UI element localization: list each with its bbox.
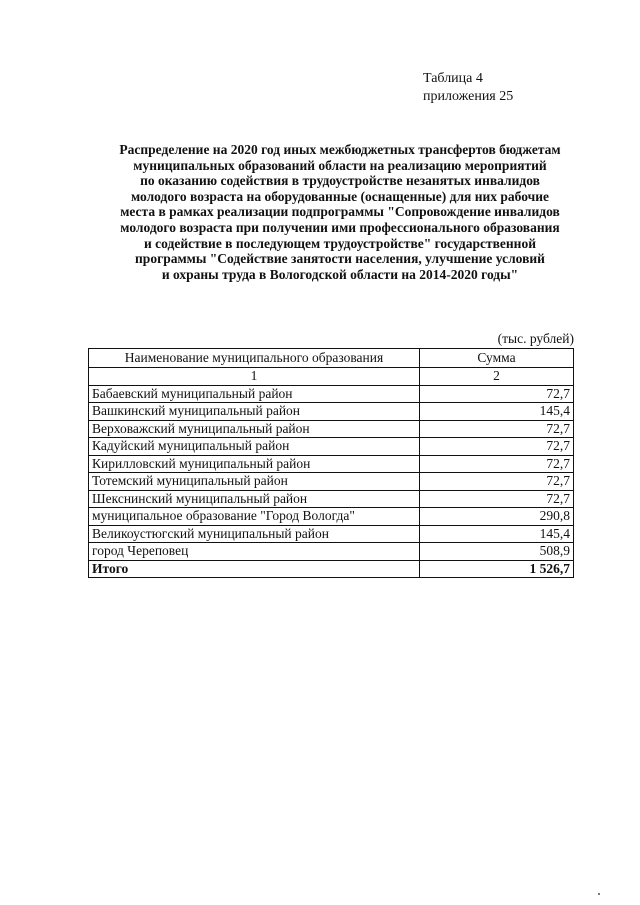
- total-label: Итого: [89, 560, 420, 578]
- table-row: [89, 508, 574, 526]
- column-number-row: [89, 368, 574, 386]
- title-line: молодого возраста на оборудованные (оснащенные) для них рабочие: [130, 188, 549, 204]
- municipality-name: Кадуйский муниципальный район: [89, 438, 420, 456]
- table-row: [89, 403, 574, 421]
- title-line: молодого возраста при получении ими профессионального образования: [120, 219, 560, 235]
- total-row: [89, 560, 574, 578]
- amount-value: 72,7: [420, 385, 574, 403]
- column-number: 2: [420, 368, 574, 386]
- municipality-name: Шекснинский муниципальный район: [89, 490, 420, 508]
- amount-value: 290,8: [420, 508, 574, 526]
- amount-value: 508,9: [420, 543, 574, 561]
- title-line: места в рамках реализации подпрограммы "Сопровождение инвалидов: [120, 204, 560, 220]
- title-line: муниципальных образований области на реализацию мероприятий: [133, 157, 547, 173]
- municipality-name: Тотемский муниципальный район: [89, 473, 420, 491]
- municipality-name: Кирилловский муниципальный район: [89, 455, 420, 473]
- table-number: Таблица 4: [423, 71, 483, 86]
- table-row: [89, 420, 574, 438]
- distribution-table: [88, 348, 574, 578]
- header-amount: Сумма: [420, 349, 574, 368]
- table-row: [89, 543, 574, 561]
- title-line: по оказанию содействия в трудоустройстве незанятых инвалидов: [140, 173, 540, 189]
- table-header-row: [89, 349, 574, 368]
- header-municipality: Наименование муниципального образования: [89, 349, 420, 368]
- table-row: [89, 455, 574, 473]
- title-line: программы "Содействие занятости населения, улучшение условий: [135, 251, 545, 267]
- table-row: [89, 490, 574, 508]
- amount-value: 72,7: [420, 455, 574, 473]
- amount-value: 145,4: [420, 525, 574, 543]
- column-number: 1: [89, 368, 420, 386]
- table-row: [89, 525, 574, 543]
- municipality-name: город Череповец: [89, 543, 420, 561]
- municipality-name: муниципальное образование "Город Вологда": [89, 508, 420, 526]
- municipality-name: Вашкинский муниципальный район: [89, 403, 420, 421]
- table-row: [89, 473, 574, 491]
- scan-speck: [598, 893, 600, 895]
- table-row: [89, 438, 574, 456]
- amount-value: 72,7: [420, 473, 574, 491]
- document-title: [70, 142, 610, 282]
- amount-value: 72,7: [420, 420, 574, 438]
- table-row: [89, 385, 574, 403]
- appendix-number: приложения 25: [423, 89, 514, 104]
- municipality-name: Великоустюгский муниципальный район: [89, 525, 420, 543]
- municipality-name: Бабаевский муниципальный район: [89, 385, 420, 403]
- municipality-name: Верховажский муниципальный район: [89, 420, 420, 438]
- amount-value: 72,7: [420, 490, 574, 508]
- title-line: и охраны труда в Вологодской области на 2014-2020 годы": [161, 266, 519, 282]
- units-label: (тыс. рублей): [497, 331, 574, 346]
- amount-value: 145,4: [420, 403, 574, 421]
- document-reference: [423, 70, 513, 106]
- title-line: Распределение на 2020 год иных межбюджетных трансфертов бюджетам: [119, 142, 561, 157]
- total-amount: 1 526,7: [420, 560, 574, 578]
- title-line: и содействие в последующем трудоустройстве" государственной: [144, 235, 536, 251]
- amount-value: 72,7: [420, 438, 574, 456]
